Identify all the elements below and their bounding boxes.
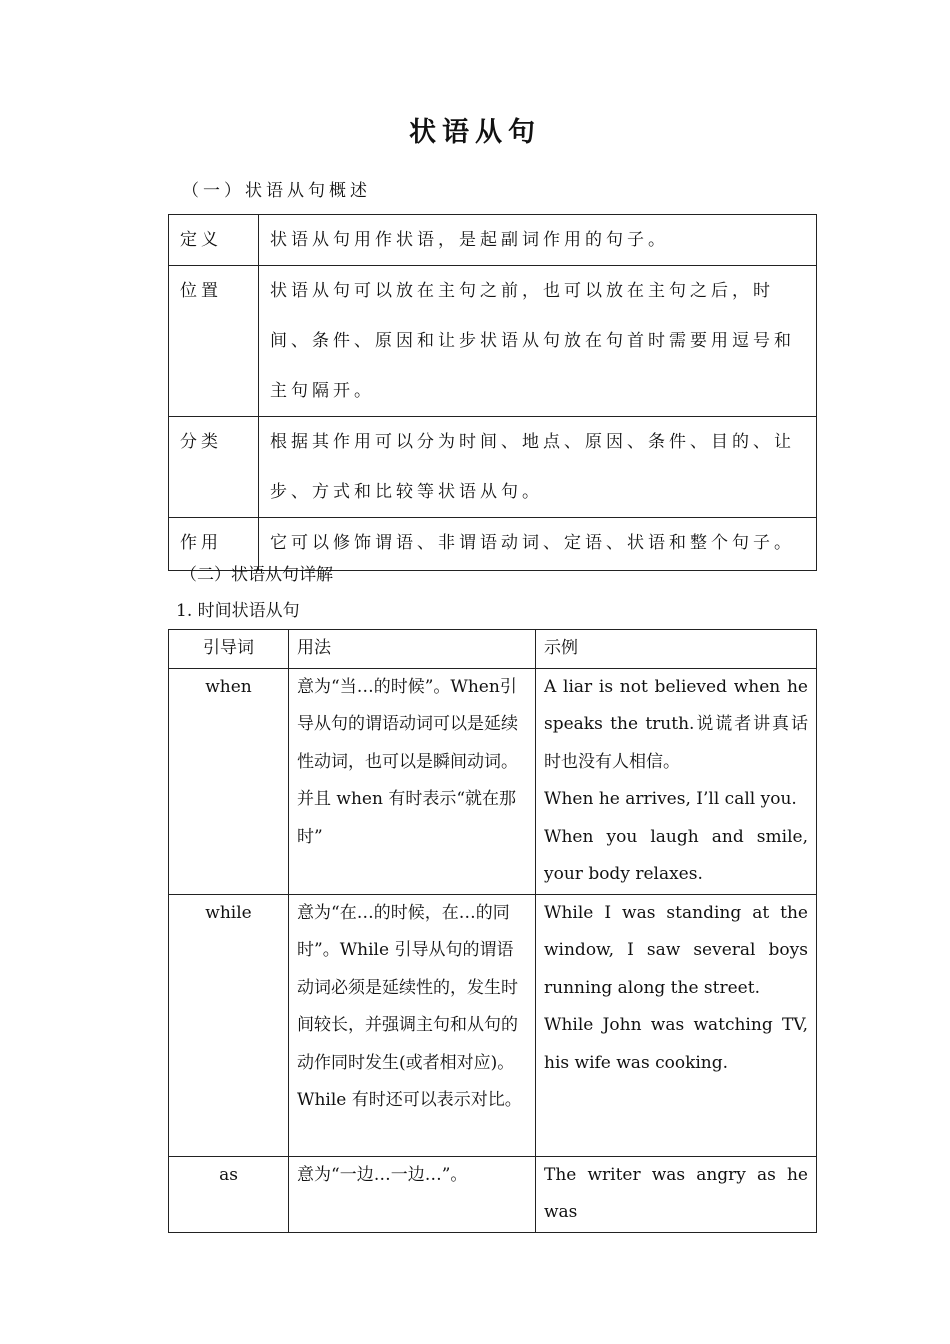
time-clause-table bbox=[168, 629, 817, 1233]
section-2-subheading: 1. 时间状语从句 bbox=[176, 601, 300, 621]
usage-cell: 意为“当…的时候”。When引导从句的谓语动词可以是延续性动词，也可以是瞬间动词。并且 when 有时表示“就在那时” bbox=[289, 668, 536, 894]
row-key: 作用 bbox=[169, 518, 259, 571]
table-row bbox=[169, 668, 817, 894]
word-cell: while bbox=[169, 894, 289, 1156]
header-cell: 引导词 bbox=[169, 630, 289, 669]
examples-cell bbox=[536, 894, 817, 1156]
usage-cell: 意为“一边…一边…”。 bbox=[289, 1156, 536, 1232]
table-header-row bbox=[169, 630, 817, 669]
page-title: 状语从句 bbox=[409, 117, 541, 148]
table-row bbox=[169, 1156, 817, 1232]
examples-cell bbox=[536, 1156, 817, 1232]
section-2-heading: （二）状语从句详解 bbox=[180, 565, 333, 585]
example-sentence: While I was standing at the window, I saw several boys running along the street. bbox=[544, 902, 808, 998]
example-sentence: While John was watching TV, his wife was cooking. bbox=[544, 1015, 808, 1073]
overview-table bbox=[168, 214, 817, 571]
row-value: 它可以修饰谓语、非谓语动词、定语、状语和整个句子。 bbox=[259, 518, 817, 571]
examples-cell bbox=[536, 668, 817, 894]
section-1-heading: （一）状语从句概述 bbox=[182, 181, 371, 201]
example-sentence: When you laugh and smile, your body relaxes. bbox=[544, 826, 808, 884]
example-sentence: The writer was angry as he was bbox=[544, 1164, 808, 1222]
example-sentence: When he arrives, I’ll call you. bbox=[544, 789, 797, 809]
row-value: 状语从句用作状语，是起副词作用的句子。 bbox=[259, 215, 817, 266]
table-row bbox=[169, 417, 817, 518]
table-row bbox=[169, 215, 817, 266]
word-cell: when bbox=[169, 668, 289, 894]
row-key: 位置 bbox=[169, 266, 259, 417]
row-value: 根据其作用可以分为时间、地点、原因、条件、目的、让步、方式和比较等状语从句。 bbox=[259, 417, 817, 518]
usage-cell: 意为“在…的时候，在…的同时”。While 引导从句的谓语动词必须是延续性的，发生时间较长，并强调主句和从句的动作同时发生(或者相对应)。While 有时还可以表示对比。 bbox=[289, 894, 536, 1156]
table-row bbox=[169, 266, 817, 417]
header-cell: 示例 bbox=[536, 630, 817, 669]
header-cell: 用法 bbox=[289, 630, 536, 669]
row-key: 分类 bbox=[169, 417, 259, 518]
example-sentence: A liar is not believed when he speaks the truth.说谎者讲真话时也没有人相信。 bbox=[544, 676, 808, 772]
table-row bbox=[169, 894, 817, 1156]
row-key: 定义 bbox=[169, 215, 259, 266]
row-value: 状语从句可以放在主句之前，也可以放在主句之后，时间、条件、原因和让步状语从句放在句首时需要用逗号和主句隔开。 bbox=[259, 266, 817, 417]
word-cell: as bbox=[169, 1156, 289, 1232]
